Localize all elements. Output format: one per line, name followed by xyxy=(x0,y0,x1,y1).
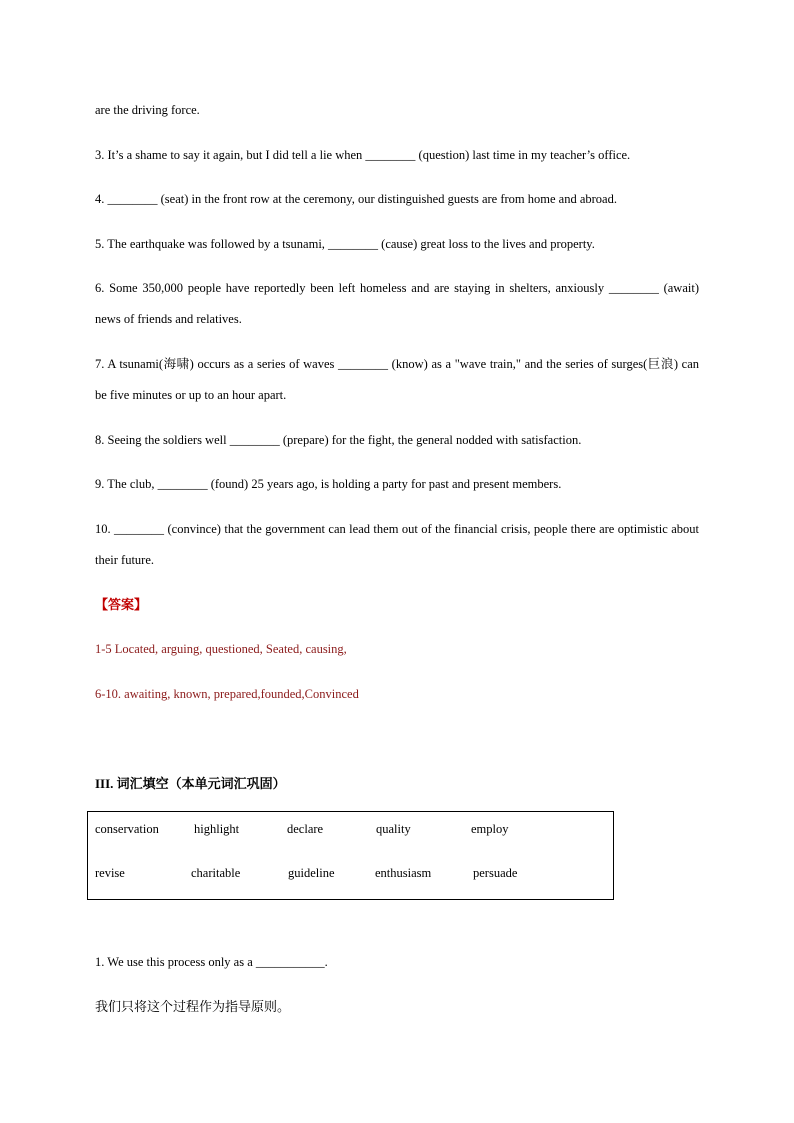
question-5: 5. The earthquake was followed by a tsunami, ________ (cause) great loss to the lives and property. xyxy=(95,237,595,251)
answer-1-5: 1-5 Located, arguing, questioned, Seated, causing, xyxy=(95,642,347,656)
word-item: persuade xyxy=(473,866,518,880)
word-item: declare xyxy=(287,822,324,836)
question-3: 3. It’s a shame to say it again, but I did tell a lie when ________ (question) last time in my teacher’s office. xyxy=(95,148,631,162)
word-item: highlight xyxy=(194,822,240,836)
answer-heading: 【答案】 xyxy=(95,597,148,612)
word-item: employ xyxy=(471,822,509,836)
word-item: revise xyxy=(95,866,125,880)
word-item: charitable xyxy=(191,866,241,880)
word-item: quality xyxy=(376,822,411,836)
previous-item-continuation: are the driving force. xyxy=(95,103,200,117)
question-9: 9. The club, ________ (found) 25 years ago, is holding a party for past and present members. xyxy=(95,477,562,491)
question-8: 8. Seeing the soldiers well ________ (prepare) for the fight, the general nodded with satisfaction. xyxy=(95,433,582,447)
word-item: conservation xyxy=(95,822,159,836)
word-item: guideline xyxy=(288,866,335,880)
question-10: 10. ________ (convince) that the government can lead them out of the financial crisis, people there are optimistic about their future. xyxy=(95,522,699,567)
sentence-1-english: 1. We use this process only as a ___________. xyxy=(95,955,328,969)
sentence-1-chinese: 我们只将这个过程作为指导原则。 xyxy=(95,1000,291,1015)
question-6: 6. Some 350,000 people have reportedly been left homeless and are staying in shelters, anxiously ________ (await) news of friends and relatives. xyxy=(95,281,699,326)
section-title: III. 词汇填空（本单元词汇巩固） xyxy=(95,776,286,791)
question-4: 4. ________ (seat) in the front row at the ceremony, our distinguished guests are from home and abroad. xyxy=(95,192,617,206)
word-bank xyxy=(87,811,614,900)
answer-6-10: 6-10. awaiting, known, prepared,founded,Convinced xyxy=(95,687,359,701)
word-item: enthusiasm xyxy=(375,866,432,880)
question-7: 7. A tsunami(海啸) occurs as a series of waves ________ (know) as a "wave train," and the series of surges(巨浪) can be five minutes or up to an hour apart. xyxy=(95,357,699,402)
